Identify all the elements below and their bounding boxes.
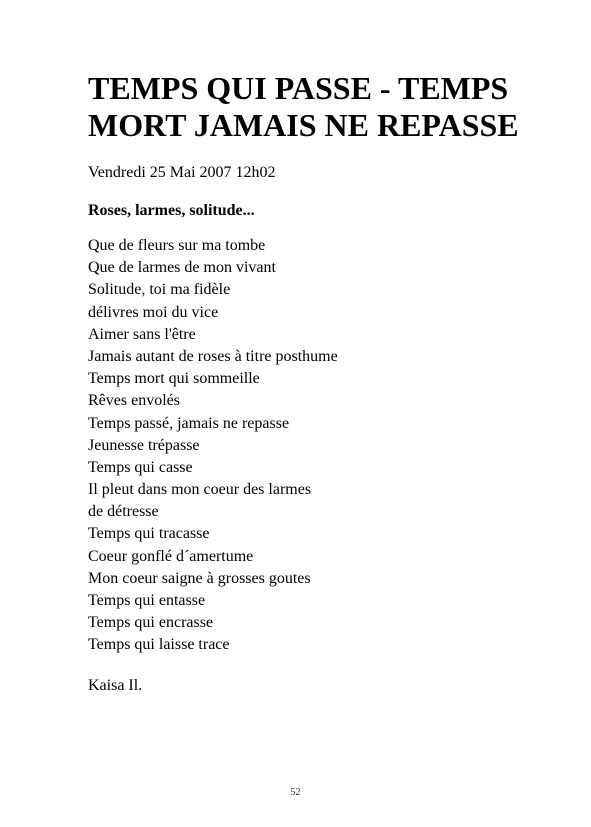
poem-line: Temps mort qui sommeille [88, 370, 260, 388]
poem-subtitle: Roses, larmes, solitude... [88, 202, 255, 219]
poem-line: Temps qui casse [88, 458, 193, 476]
poem-line: Mon coeur saigne à grosses goutes [88, 569, 311, 587]
page-number: 52 [290, 787, 301, 798]
poem-line: Temps qui laisse trace [88, 636, 230, 654]
poem-line: Il pleut dans mon coeur des larmes [88, 481, 312, 499]
poem-line: délivres moi du vice [88, 303, 219, 321]
poem-author: Kaisa Il. [88, 677, 143, 694]
post-date: Vendredi 25 Mai 2007 12h02 [88, 164, 276, 181]
poem-line: Solitude, toi ma fidèle [88, 281, 231, 299]
poem-line: Temps qui entasse [88, 592, 206, 609]
poem-line: de détresse [88, 503, 159, 521]
poem-line: Jamais autant de roses à titre posthume [88, 347, 338, 365]
document-title: TEMPS QUI PASSE - TEMPS MORT JAMAIS NE REPASSE [88, 70, 519, 143]
poem-line: Temps qui tracasse [88, 525, 210, 543]
poem-line: Que de fleurs sur ma tombe [88, 237, 266, 254]
poem-line: Coeur gonflé d´amertume [88, 547, 254, 565]
poem-line: Que de larmes de mon vivant [88, 259, 276, 277]
poem-line: Temps passé, jamais ne repasse [88, 414, 290, 432]
poem-line: Temps qui encrasse [88, 614, 214, 632]
poem-line: Jeunesse trépasse [88, 436, 200, 454]
poem-body [88, 235, 338, 657]
poem-line: Rêves envolés [88, 392, 180, 410]
poem-line: Aimer sans l'être [88, 325, 196, 343]
